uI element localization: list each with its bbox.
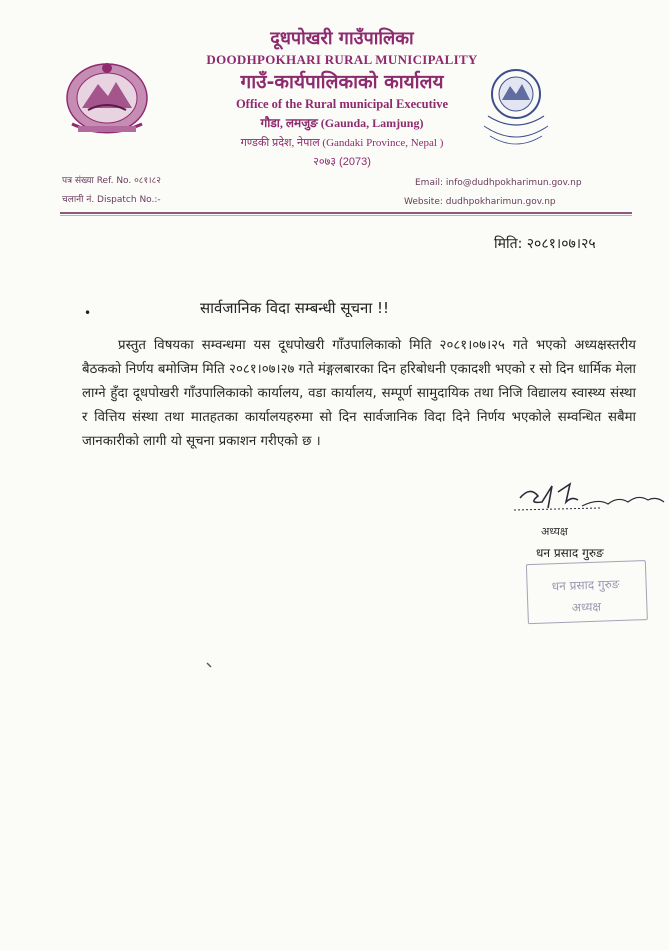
signatory-title: अध्यक्ष [541, 525, 568, 538]
paper-speck [206, 662, 212, 668]
signatory-name: धन प्रसाद गुरुङ [536, 546, 604, 560]
stamp-name: धन प्रसाद गुरुङ [551, 576, 620, 594]
office-name-english: Office of the Rural municipal Executive [235, 97, 449, 111]
nepal-emblem-logo [58, 54, 156, 140]
handwritten-signature [508, 478, 668, 528]
notice-title: सार्वजानिक विदा सम्बन्धी सूचना !! [200, 299, 390, 317]
dispatch-number: चलानी नं. Dispatch No.:- [62, 195, 161, 205]
website-address: Website: dudhpokharimun.gov.np [404, 197, 556, 207]
municipality-name-nepali: दूधपोखरी गाउँपालिका [270, 28, 414, 49]
established-year: २०७३ (2073) [313, 156, 371, 168]
letter-date: मिति: २०८१।०७।२५ [494, 236, 596, 252]
notice-body: प्रस्तुत विषयका सम्वन्धमा यस दूधपोखरी गाँउपालिकाको मिति २०८१।०७।२५ गते भएको अध्यक्षस्तरीय बैठकको निर्णय बमोजिम मिति २०८१।०७।२७ गते मंङ्गलबारका दिन हरिबोधनी एकादशी भएको र सो दिन धार्मिक मेला लाग्ने हुँदा दूधपोखरी गाँउपालिकाको कार्यालय, वडा कार्यालय, सम्पूर्ण सामुदायिक तथा निजि विद्यालय स्वास्थ्य संस्था र वित्तिय संस्था तथा मातहतका कार्यालयहरुमा सो दिन सार्वजानिक विदा दिने निर्णय भएकोले सम्वन्धित सबैमा जानकारीको लागी यो सूचना प्रकाशन गरीएको छ । [82, 338, 636, 449]
municipality-name-english: DOODHPOKHARI RURAL MUNICIPALITY [206, 52, 478, 67]
reference-number: पत्र संख्या Ref. No. ०८१।८२ [62, 176, 161, 186]
province-line: गण्डकी प्रदेश, नेपाल (Gandaki Province, Nepal ) [240, 137, 444, 149]
email-address: Email: info@dudhpokharimun.gov.np [415, 178, 582, 188]
office-location: गौडा, लमजुङ (Gaunda, Lamjung) [260, 116, 424, 130]
office-name-nepali: गाउँ-कार्यपालिकाको कार्यालय [240, 71, 444, 93]
official-stamp [526, 560, 654, 632]
stamp-title: अध्यक्ष [571, 599, 602, 615]
margin-dot: • [84, 306, 92, 320]
header-divider-thin [60, 215, 632, 216]
header-divider [60, 212, 632, 214]
